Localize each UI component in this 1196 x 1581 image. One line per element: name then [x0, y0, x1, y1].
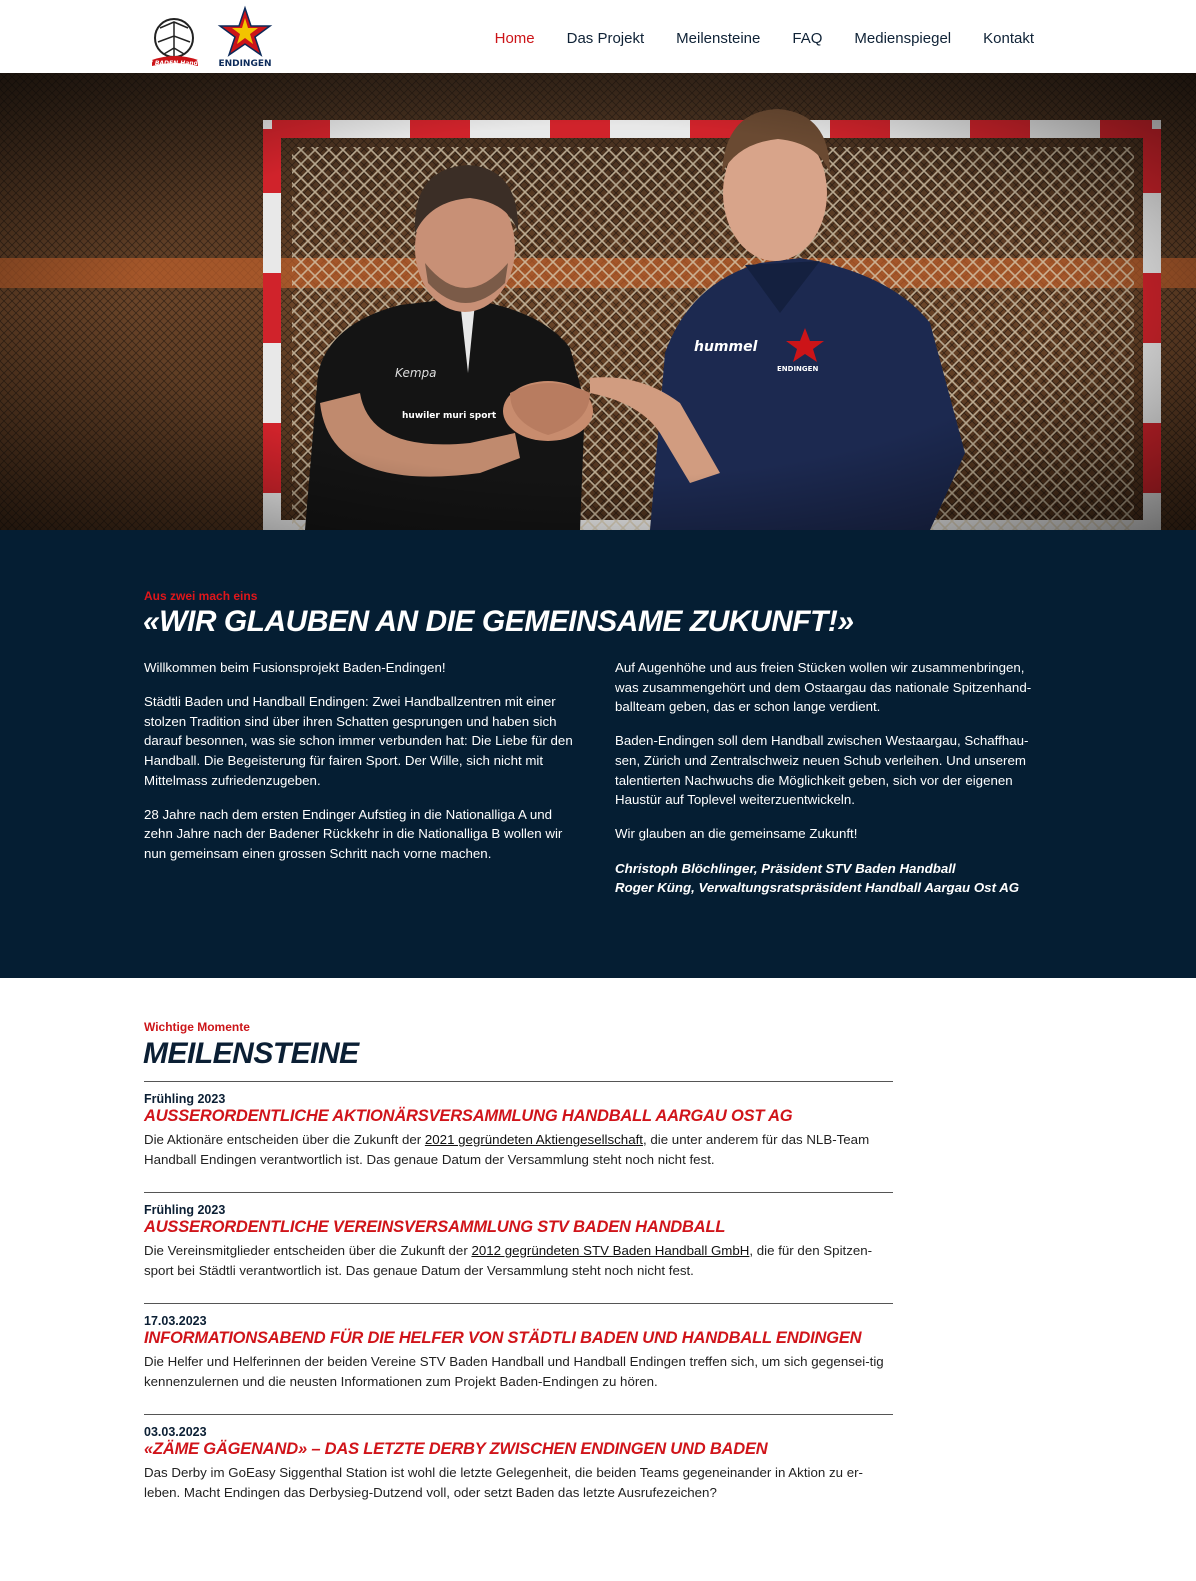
milestone-text-part: , die unter anderem für das NLB-Team Handball Endingen verantwortlich ist. Das genaue Datum der Versammlung steht noch nicht fest. — [144, 1132, 870, 1167]
milestone-text-part: Die Aktionäre entscheiden über die Zukunft der — [144, 1132, 425, 1147]
milestone-title: «ZÄME GÄGENAND» – DAS LETZTE DERBY ZWISCHEN ENDINGEN UND BADEN — [144, 1440, 768, 1458]
intro-paragraph: Baden-Endingen soll dem Handball zwischen Westaargau, Schaffhau-sen, Zürich und Zentralschweiz neuen Schub verleihen. Und unserem talentierten Nachwuchs die Möglichkeit geben, sich vor der eigenen Haustür auf Toplevel weiterzuentwickeln. — [615, 733, 1029, 808]
milestone-item — [144, 1192, 893, 1280]
intro-paragraph: Willkommen beim Fusionsprojekt Baden-Endingen! — [144, 660, 446, 675]
intro-section — [0, 530, 1196, 978]
nav-faq[interactable]: FAQ — [792, 30, 823, 47]
intro-paragraph: Wir glauben an die gemeinsame Zukunft! — [615, 826, 858, 842]
hero-image — [0, 73, 1196, 530]
nav-kontakt[interactable]: Kontakt — [983, 30, 1034, 47]
milestone-date: Frühling 2023 — [144, 1092, 226, 1106]
milestone-text: Die Helfer und Helferinnen der beiden Vereine STV Baden Handball und Handball Endingen treffen sich, um sich gegensei-tig kennenzulernen und die neusten Informationen zum Projekt Baden-Endingen zu hören. — [144, 1354, 884, 1389]
milestone-item — [144, 1081, 893, 1169]
milestones-section — [0, 978, 1196, 1581]
intro-paragraph: Auf Augenhöhe und aus freien Stücken wollen wir zusammenbringen, was zusammengehört und dem Ostaargau das nationale Spitzenhand-ballteam geben, das er schon lange verdient. — [615, 660, 1032, 715]
intro-title: «WIR GLAUBEN AN DIE GEMEINSAME ZUKUNFT!» — [143, 605, 854, 638]
signature-2: Roger Küng, Verwaltungsratspräsident Handball Aargau Ost AG — [615, 880, 1020, 896]
intro-right-column — [615, 658, 1045, 898]
nav-home[interactable]: Home — [494, 30, 535, 47]
milestone-text-part: , die für den Spitzen-sport bei Städtli verantwortlich ist. Das genaue Datum der Versammlung steht noch nicht fest. — [144, 1243, 873, 1278]
milestone-item — [144, 1303, 893, 1391]
main-nav — [463, 30, 1034, 47]
site-header — [0, 0, 1196, 73]
nav-das-projekt[interactable]: Das Projekt — [566, 30, 645, 47]
intro-paragraph: 28 Jahre nach dem ersten Endinger Aufstieg in die Nationalliga A und zehn Jahre nach der Badener Rückkehr in die Nationalliga B wollen wir nun gemeinsam einen grossen Schritt nach vorne machen. — [144, 806, 563, 861]
signature-1: Christoph Blöchlinger, Präsident STV Baden Handball — [615, 860, 956, 876]
milestones-title: MEILENSTEINE — [143, 1037, 359, 1070]
milestone-item — [144, 1414, 893, 1502]
intro-left-column — [144, 658, 574, 878]
endingen-logo[interactable] — [216, 6, 274, 68]
milestone-title: INFORMATIONSABEND FÜR DIE HELFER VON STÄDTLI BADEN UND HANDBALL ENDINGEN — [144, 1329, 862, 1347]
milestone-title: AUSSERORDENTLICHE AKTIONÄRSVERSAMMLUNG HANDBALL AARGAU OST AG — [144, 1107, 793, 1125]
nav-meilensteine[interactable]: Meilensteine — [676, 30, 761, 47]
nav-medienspiegel[interactable]: Medienspiegel — [854, 30, 952, 47]
intro-kicker: Aus zwei mach eins — [144, 589, 258, 603]
milestone-date: Frühling 2023 — [144, 1203, 226, 1217]
endingen-logo-text: ENDINGEN — [218, 59, 272, 69]
milestone-text — [144, 1130, 893, 1169]
milestone-link[interactable]: 2012 gegründeten STV Baden Handball GmbH — [471, 1243, 750, 1258]
milestone-title: AUSSERORDENTLICHE VEREINSVERSAMMLUNG STV BADEN HANDBALL — [144, 1218, 726, 1236]
milestone-date: 17.03.2023 — [144, 1314, 207, 1328]
milestone-text: Das Derby im GoEasy Siggenthal Station ist wohl die letzte Gelegenheit, die beiden Teams gegeneinander in Aktion zu er-leben. Macht Endingen das Derbysieg-Dutzend voll, oder setzt Baden das letzte Ausrufezeichen? — [144, 1465, 863, 1500]
milestone-text-part: Die Vereinsmitglieder entscheiden über die Zukunft der — [144, 1243, 472, 1258]
milestone-link[interactable]: 2021 gegründeten Aktiengesellschaft — [424, 1132, 643, 1147]
stv-logo-text: STV BADEN Handball — [139, 60, 211, 67]
stv-baden-logo[interactable] — [139, 16, 211, 68]
milestone-date: 03.03.2023 — [144, 1425, 207, 1439]
milestones-kicker: Wichtige Momente — [144, 1020, 250, 1034]
intro-paragraph: Städtli Baden und Handball Endingen: Zwei Handballzentren mit einer stolzen Tradition sind über ihren Schatten gesprungen und haben sich darauf besonnen, was sie schon immer verbunden hat: Die Liebe für den Handball. Die Begeisterung für fairen Sport. Der Wille, sich nicht mit Mittelmass zufriedenzugeben. — [144, 694, 573, 788]
milestone-text — [144, 1241, 893, 1280]
